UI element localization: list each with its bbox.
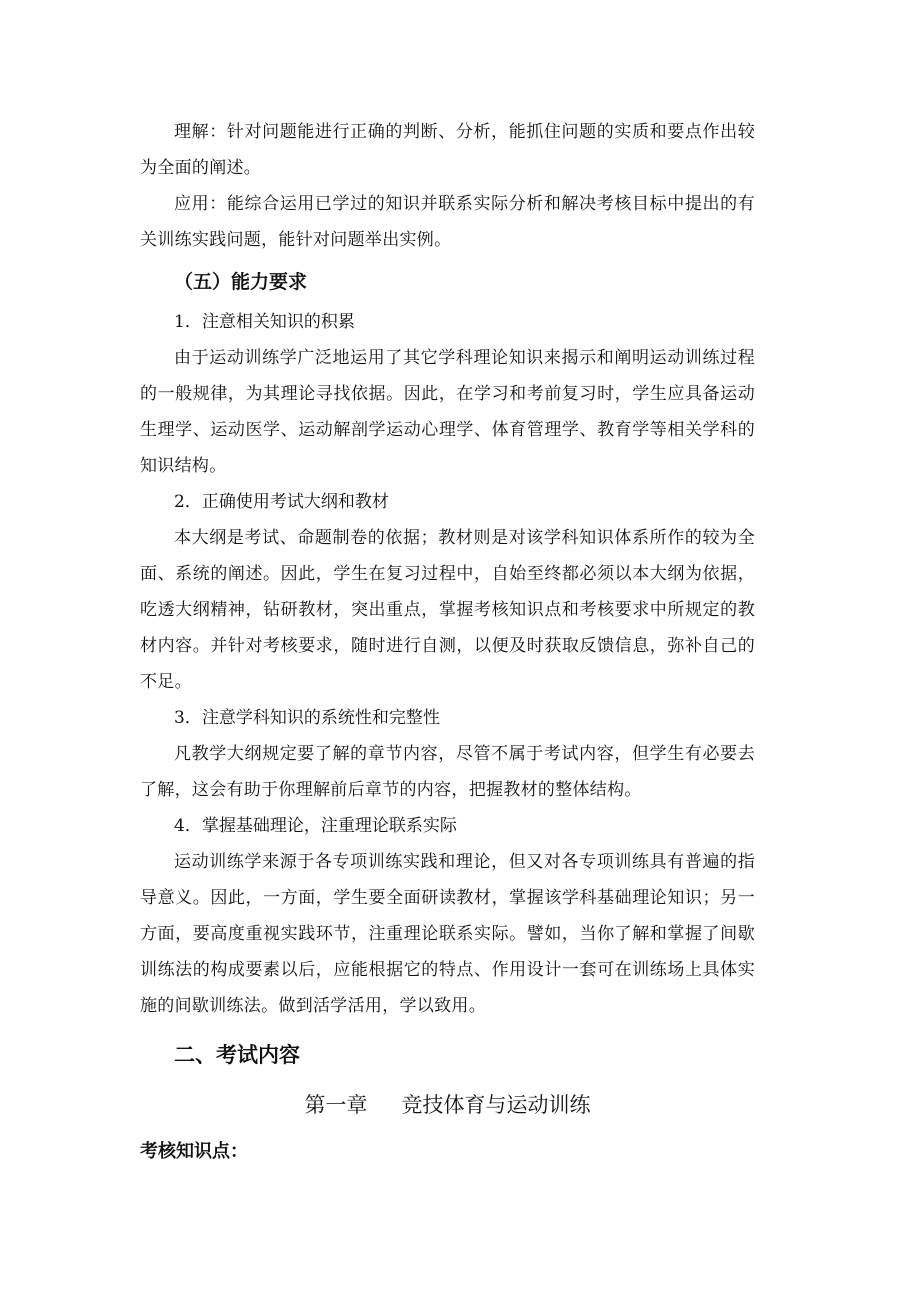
- item-body-3: 凡教学大纲规定要了解的章节内容，尽管不属于考试内容，但学生有必要去了解，这会有助于你理解前后章节的内容，把握教材的整体结构。: [140, 744, 755, 800]
- chapter-number: 第一章: [304, 1093, 368, 1117]
- item-body-2: 本大纲是考试、命题制卷的依据；教材则是对该学科知识体系所作的较为全面、系统的阐述。因此，学生在复习过程中，自始至终都必须以本大纲为依据，吃透大纲精神，钻研教材，突出重点，掌握考核知识点和考核要求中所规定的教材内容。并针对考核要求，随时进行自测，以便及时获取反馈信息，弥补自己的不足。: [140, 528, 755, 692]
- item-heading-1: 1．注意相关知识的积累: [174, 312, 355, 332]
- item-heading-4: 4．掌握基础理论，注重理论联系实际: [174, 816, 457, 836]
- document-page: [140, 114, 755, 1174]
- section-heading-exam-content: 二、考试内容: [174, 1043, 300, 1067]
- paragraph-apply: 应用：能综合运用已学过的知识并联系实际分析和解决考核目标中提出的有关训练实践问题，能针对问题举出实例。: [140, 194, 755, 250]
- item-body-4: 运动训练学来源于各专项训练实践和理论，但又对各专项训练具有普遍的指导意义。因此，一方面，学生要全面研读教材，掌握该学科基础理论知识；另一方面，要高度重视实践环节，注重理论联系实际。譬如，当你了解和掌握了间歇训练法的构成要素以后，应能根据它的特点、作用设计一套可在训练场上具体实施的间歇训练法。做到活学活用，学以致用。: [140, 852, 755, 1016]
- item-heading-3: 3．注意学科知识的系统性和完整性: [174, 708, 440, 728]
- chapter-title: 竞技体育与运动训练: [401, 1093, 591, 1117]
- item-body-1: 由于运动训练学广泛地运用了其它学科理论知识来揭示和阐明运动训练过程的一般规律，为其理论寻找依据。因此，在学习和考前复习时，学生应具备运动生理学、运动医学、运动解剖学运动心理学、体育管理学、教育学等相关学科的知识结构。: [140, 348, 755, 476]
- paragraph-understand: 理解：针对问题能进行正确的判断、分析，能抓住问题的实质和要点作出较为全面的阐述。: [140, 122, 755, 178]
- section-heading-ability: （五）能力要求: [174, 271, 308, 293]
- item-heading-2: 2．正确使用考试大纲和教材: [174, 492, 389, 512]
- chapter-heading: [140, 1080, 755, 1130]
- knowledge-points-label: 考核知识点：: [140, 1141, 248, 1162]
